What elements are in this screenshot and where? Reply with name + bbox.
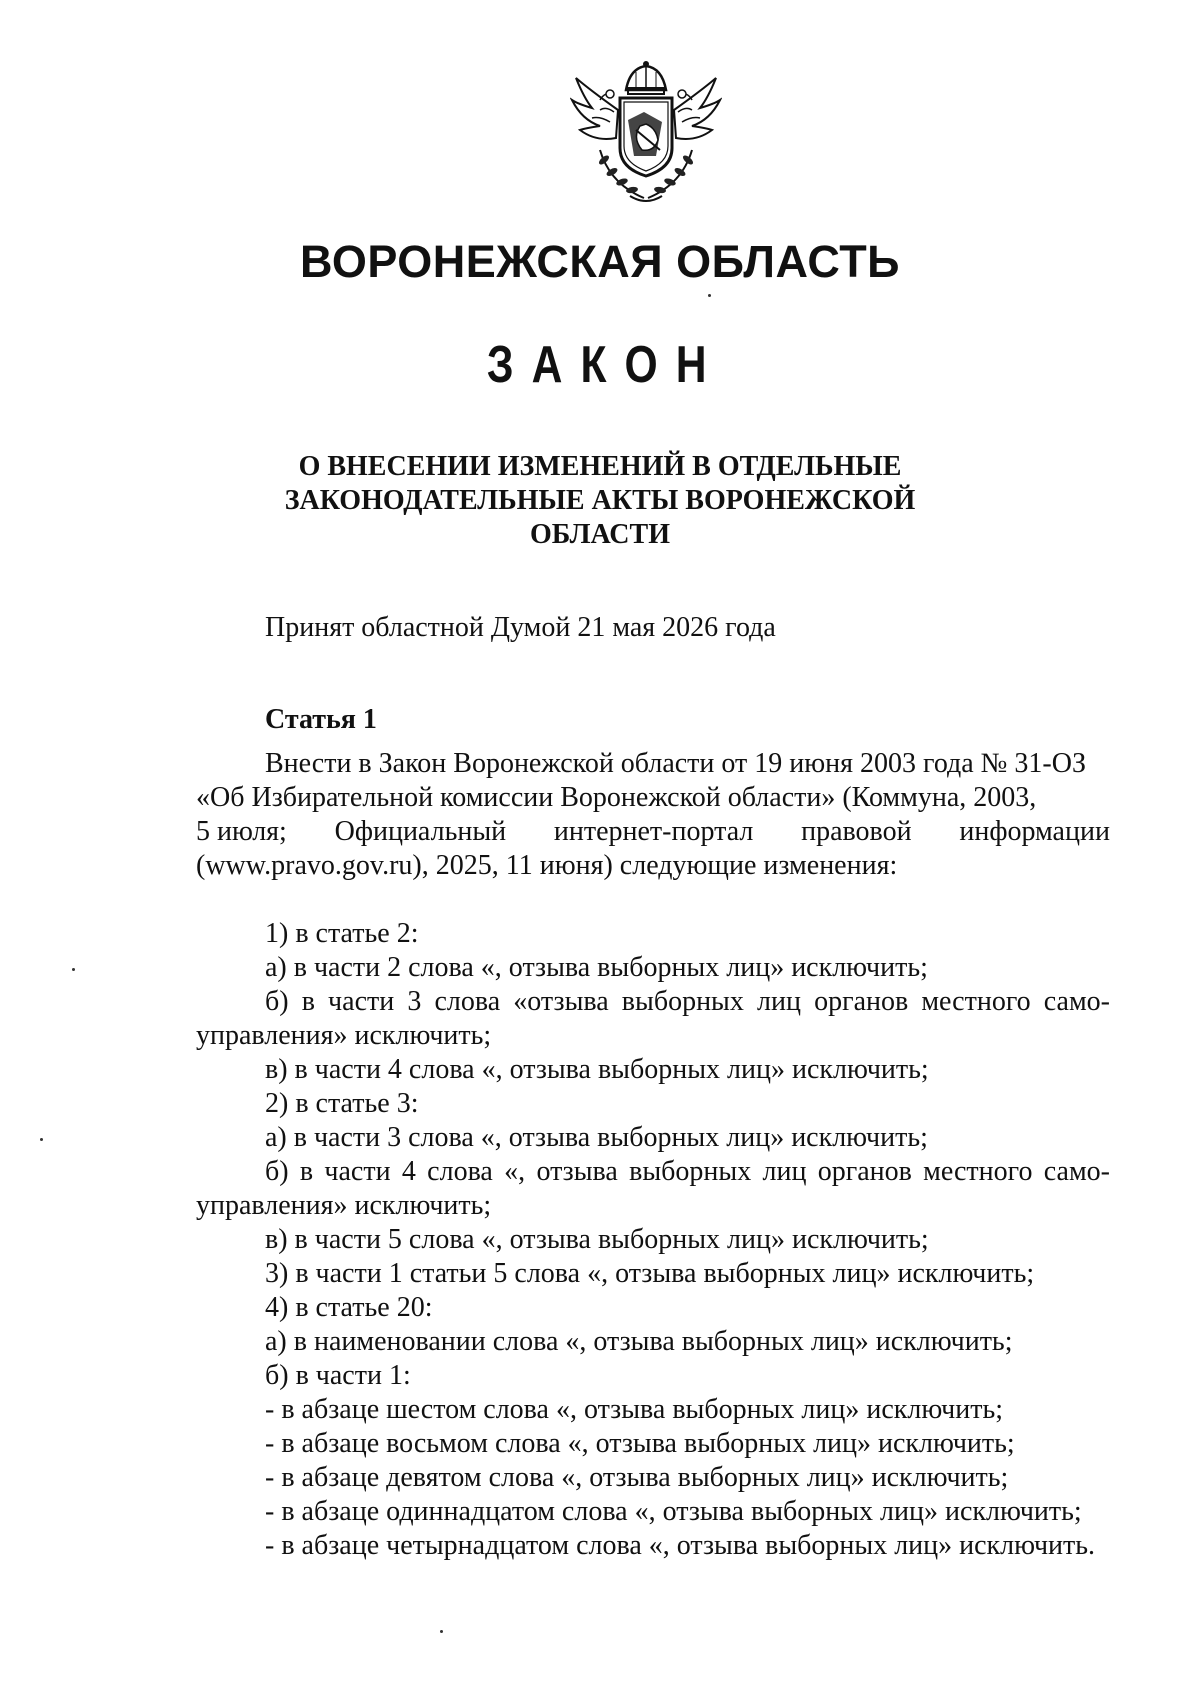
region-name: ВОРОНЕЖСКАЯ ОБЛАСТЬ [299,236,901,287]
document-type: ЗАКОН [486,336,725,394]
coat-of-arms-voronezh-icon [570,60,722,208]
list-item: в) в части 5 слова «, отзыва выборных лиц» исключить; [265,1224,929,1255]
paragraph-line: Внести в Закон Воронежской области от 19 июня 2003 года № 31-ОЗ [265,748,1086,779]
adoption-date: Принят областной Думой 21 мая 2026 года [265,612,776,643]
list-item-continuation: управления» исключить; [196,1020,492,1051]
list-item: 3) в части 1 статьи 5 слова «, отзыва выборных лиц» исключить; [265,1258,1035,1289]
word: интернет-портал [553,816,754,847]
list-item: - в абзаце шестом слова «, отзыва выборных лиц» исключить; [265,1394,1004,1425]
list-item-continuation: управления» исключить; [196,1190,492,1221]
list-item: б) в части 1: [265,1360,411,1391]
word: информации [959,816,1110,847]
law-title-line: О ВНЕСЕНИИ ИЗМЕНЕНИЙ В ОТДЕЛЬНЫЕ [298,451,902,482]
scan-speck [440,1630,443,1633]
paragraph-line: (www.pravo.gov.ru), 2025, 11 июня) следующие изменения: [196,850,898,881]
word: правовой [801,816,912,847]
law-title [250,450,950,552]
list-item: 4) в статье 20: [265,1292,433,1323]
list-item: в) в части 4 слова «, отзыва выборных лиц» исключить; [265,1054,929,1085]
law-title-line: ЗАКОНОДАТЕЛЬНЫЕ АКТЫ ВОРОНЕЖСКОЙ [284,485,916,516]
scan-speck [40,1138,43,1141]
list-item: 1) в статье 2: [265,918,419,949]
paragraph-line-justified [196,815,1110,848]
article-heading: Статья 1 [265,704,377,735]
list-item: - в абзаце четырнадцатом слова «, отзыва выборных лиц» исключить. [265,1530,1096,1561]
list-item: б) в части 4 слова «, отзыва выборных лиц органов местного само- [265,1156,1110,1187]
list-item: а) в части 3 слова «, отзыва выборных лиц» исключить; [265,1122,928,1153]
list-item: а) в части 2 слова «, отзыва выборных лиц» исключить; [265,952,928,983]
list-item: - в абзаце девятом слова «, отзыва выборных лиц» исключить; [265,1462,1009,1493]
list-item: - в абзаце одиннадцатом слова «, отзыва выборных лиц» исключить; [265,1496,1082,1527]
list-item: - в абзаце восьмом слова «, отзыва выборных лиц» исключить; [265,1428,1015,1459]
list-item: б) в части 3 слова «отзыва выборных лиц органов местного само- [265,986,1110,1017]
scan-speck [708,294,711,297]
law-title-line: ОБЛАСТИ [530,519,670,550]
paragraph-line-text: «Об Избирательной комиссии Воронежской области» (Коммуна, 2003, [196,782,1037,813]
scan-speck [72,968,75,971]
word: 5 июля; [196,816,287,847]
word: Официальный [334,816,507,847]
list-item: 2) в статье 3: [265,1088,419,1119]
paragraph-line [196,781,1110,814]
list-item: а) в наименовании слова «, отзыва выборных лиц» исключить; [265,1326,1013,1357]
